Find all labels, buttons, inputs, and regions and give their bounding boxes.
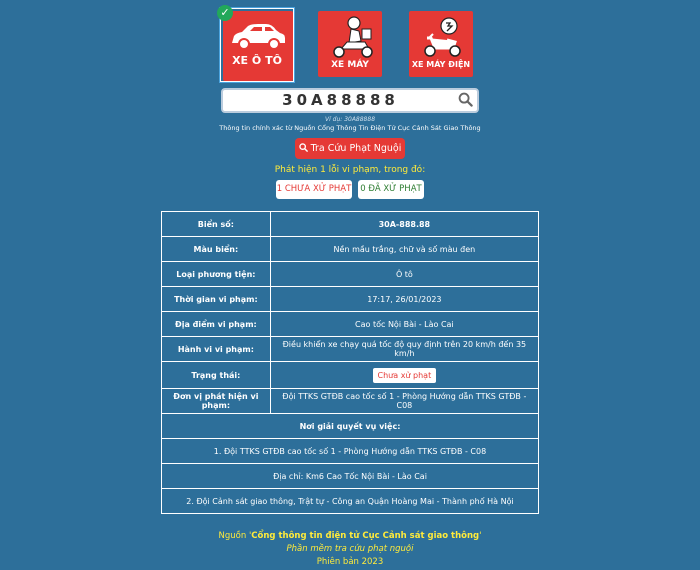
lookup-button-label: Tra Cứu Phạt Nguội bbox=[310, 143, 402, 154]
violation-details-table bbox=[161, 211, 539, 514]
search-icon bbox=[299, 143, 308, 152]
footer-source bbox=[0, 531, 700, 541]
detail-value-behavior: Điều khiển xe chạy quá tốc độ quy định trên 20 km/h đến 35 km/h bbox=[270, 337, 538, 362]
table-row bbox=[162, 464, 539, 489]
footer-source-link[interactable]: Cổng thông tin điện tử Cục Cảnh sát giao thông bbox=[251, 531, 480, 541]
detail-value-status-cell bbox=[270, 362, 538, 389]
table-row bbox=[162, 489, 539, 514]
search-example-hint: Ví dụ: 30A88888 bbox=[324, 116, 376, 123]
detail-label-location: Địa điểm vi phạm: bbox=[162, 312, 271, 337]
resolution-heading: Nơi giải quyết vụ việc: bbox=[162, 414, 539, 439]
detail-label-status: Trạng thái: bbox=[162, 362, 271, 389]
table-row bbox=[162, 262, 539, 287]
resolution-line-1: 1. Đội TTKS GTĐB cao tốc số 1 - Phòng Hướng dẫn TTKS GTĐB - C08 bbox=[162, 439, 539, 464]
detail-label-time: Thời gian vi phạm: bbox=[162, 287, 271, 312]
vehicle-label-car: XE Ô TÔ bbox=[232, 54, 282, 67]
detail-value-time: 17:17, 26/01/2023 bbox=[270, 287, 538, 312]
table-row bbox=[162, 414, 539, 439]
resolution-line-2: Địa chỉ: Km6 Cao Tốc Nội Bài - Lào Cai bbox=[162, 464, 539, 489]
detail-label-vehicle-type: Loại phương tiện: bbox=[162, 262, 271, 287]
vehicle-label-electric-scooter: XE MÁY ĐIỆN bbox=[411, 60, 471, 69]
detail-value-plate-color: Nền mầu trắng, chữ và số màu đen bbox=[270, 237, 538, 262]
table-row bbox=[162, 287, 539, 312]
paid-count-badge[interactable]: 0 ĐÃ XỬ PHẠT bbox=[358, 180, 424, 199]
lookup-button[interactable] bbox=[295, 138, 405, 159]
footer-version: Phiên bản 2023 bbox=[316, 557, 384, 567]
vehicle-type-selector bbox=[220, 8, 480, 82]
footer-source-prefix: Nguồn ' bbox=[218, 531, 252, 541]
status-badge[interactable]: Chưa xử phạt bbox=[373, 368, 437, 383]
violation-summary: Phát hiện 1 lỗi vi phạm, trong đó: bbox=[274, 165, 426, 175]
detail-value-unit: Đội TTKS GTĐB cao tốc số 1 - Phòng Hướng dẫn TTKS GTĐB - C08 bbox=[270, 389, 538, 414]
detail-label-behavior: Hành vi vi phạm: bbox=[162, 337, 271, 362]
table-row bbox=[162, 212, 539, 237]
plate-search-box[interactable] bbox=[221, 88, 479, 113]
plate-search-input[interactable]: 30A88888 bbox=[282, 91, 399, 109]
table-row bbox=[162, 439, 539, 464]
detail-label-unit: Đơn vị phát hiện vi phạm: bbox=[162, 389, 271, 414]
detail-value-location: Cao tốc Nội Bài - Lào Cai bbox=[270, 312, 538, 337]
table-row bbox=[162, 389, 539, 414]
footer-source-suffix: ' bbox=[479, 531, 482, 541]
electric-scooter-icon bbox=[417, 14, 465, 58]
table-row bbox=[162, 237, 539, 262]
vehicle-option-motorbike[interactable] bbox=[317, 8, 391, 82]
vehicle-option-electric-scooter[interactable] bbox=[408, 8, 482, 82]
search-icon[interactable] bbox=[458, 92, 473, 107]
detail-label-plate-color: Màu biển: bbox=[162, 237, 271, 262]
resolution-line-3: 2. Đội Cảnh sát giao thông, Trật tự - Công an Quận Hoàng Mai - Thành phố Hà Nội bbox=[162, 489, 539, 514]
car-icon bbox=[228, 21, 288, 51]
detail-label-plate: Biển số: bbox=[162, 212, 271, 237]
table-row bbox=[162, 337, 539, 362]
table-row bbox=[162, 312, 539, 337]
detail-value-vehicle-type: Ô tô bbox=[270, 262, 538, 287]
unpaid-count-badge[interactable]: 1 CHƯA XỬ PHẠT bbox=[276, 180, 352, 199]
motorbike-icon bbox=[327, 15, 375, 59]
table-row bbox=[162, 362, 539, 389]
check-icon: ✓ bbox=[217, 5, 233, 21]
detail-value-plate: 30A-888.88 bbox=[270, 212, 538, 237]
vehicle-option-car[interactable] bbox=[220, 8, 294, 82]
source-note: Thông tin chính xác từ Nguồn Cổng Thông Tin Điện Tử Cục Cảnh Sát Giao Thông bbox=[219, 124, 481, 132]
vehicle-label-motorbike: XE MÁY bbox=[331, 60, 369, 70]
footer-software: Phần mềm tra cứu phạt nguội bbox=[286, 544, 414, 554]
